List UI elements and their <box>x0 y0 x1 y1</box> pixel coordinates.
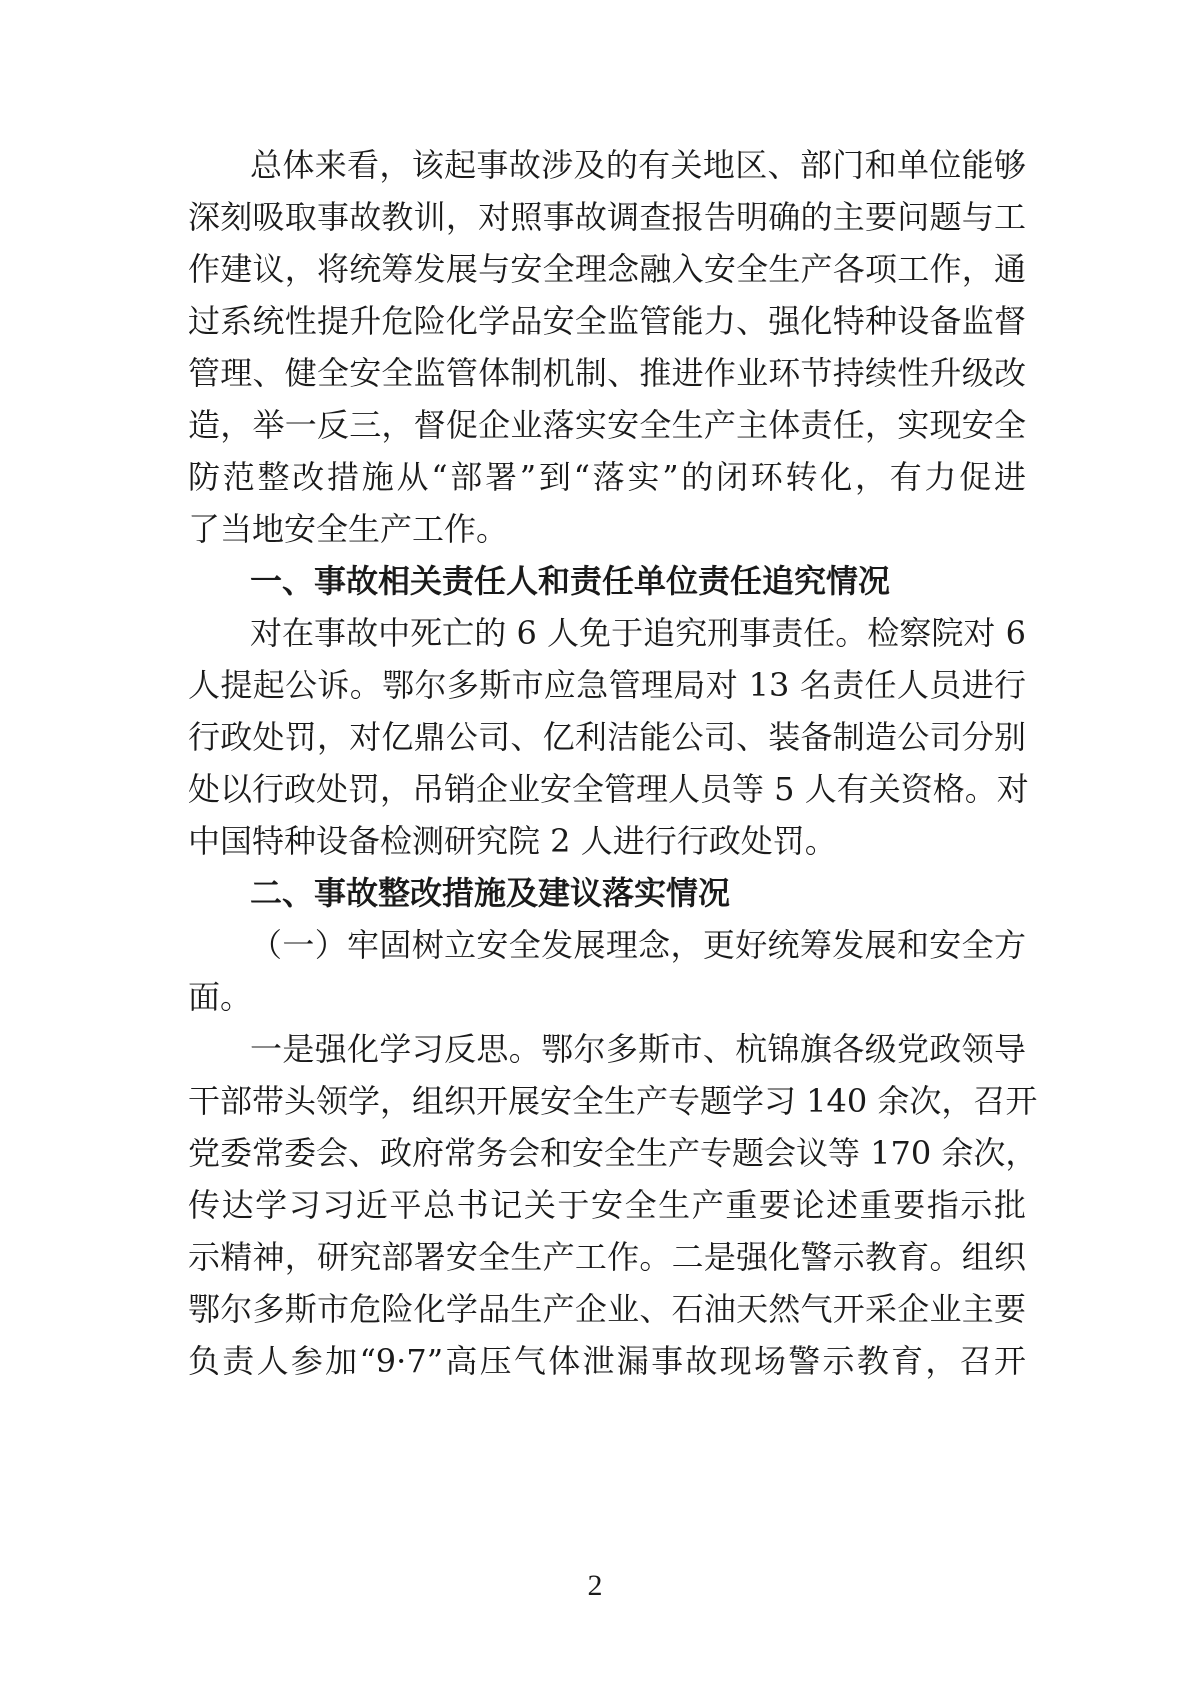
subsection-heading-line: 面。 <box>188 978 253 1016</box>
paragraph-line: 过系统性提升危险化学品安全监管能力、强化特种设备监督 <box>188 302 1026 340</box>
paragraph-line: 鄂尔多斯市危险化学品生产企业、石油天然气开采企业主要 <box>188 1290 1026 1328</box>
paragraph-line: 作建议，将统筹发展与安全理念融入安全生产各项工作，通 <box>188 250 1026 288</box>
paragraph-line: 一是强化学习反思。鄂尔多斯市、杭锦旗各级党政领导 <box>250 1030 1026 1068</box>
paragraph-line: 示精神，研究部署安全生产工作。二是强化警示教育。组织 <box>188 1238 1026 1276</box>
paragraph-line: 防范整改措施从“部署”到“落实”的闭环转化，有力促进 <box>188 458 1026 496</box>
paragraph-line: 人提起公诉。鄂尔多斯市应急管理局对 13 名责任人员进行 <box>188 666 1026 704</box>
paragraph-line: 传达学习习近平总书记关于安全生产重要论述重要指示批 <box>188 1186 1026 1224</box>
paragraph-line: 党委常委会、政府常务会和安全生产专题会议等 170 余次， <box>188 1134 1038 1172</box>
section-heading: 一、事故相关责任人和责任单位责任追究情况 <box>250 562 891 600</box>
section-heading: 二、事故整改措施及建议落实情况 <box>250 874 731 912</box>
subsection-heading-line: （一）牢固树立安全发展理念，更好统筹发展和安全方 <box>250 926 1026 964</box>
paragraph-line: 造，举一反三，督促企业落实安全生产主体责任，实现安全 <box>188 406 1026 444</box>
paragraph-line: 处以行政处罚，吊销企业安全管理人员等 5 人有关资格。对 <box>188 770 1029 808</box>
paragraph-line: 对在事故中死亡的 6 人免于追究刑事责任。检察院对 6 <box>250 614 1026 652</box>
paragraph-line: 负责人参加“9·7”高压气体泄漏事故现场警示教育，召开 <box>188 1342 1026 1380</box>
paragraph-line: 了当地安全生产工作。 <box>188 510 509 548</box>
paragraph-line: 总体来看，该起事故涉及的有关地区、部门和单位能够 <box>250 146 1026 184</box>
paragraph-line: 行政处罚，对亿鼎公司、亿利洁能公司、装备制造公司分别 <box>188 718 1026 756</box>
paragraph-line: 深刻吸取事故教训，对照事故调查报告明确的主要问题与工 <box>188 198 1026 236</box>
paragraph-line: 中国特种设备检测研究院 2 人进行行政处罚。 <box>188 822 837 860</box>
paragraph-line: 干部带头领学，组织开展安全生产专题学习 140 余次，召开 <box>188 1082 1038 1120</box>
page-number: 2 <box>587 1569 603 1602</box>
paragraph-line: 管理、健全安全监管体制机制、推进作业环节持续性升级改 <box>188 354 1026 392</box>
